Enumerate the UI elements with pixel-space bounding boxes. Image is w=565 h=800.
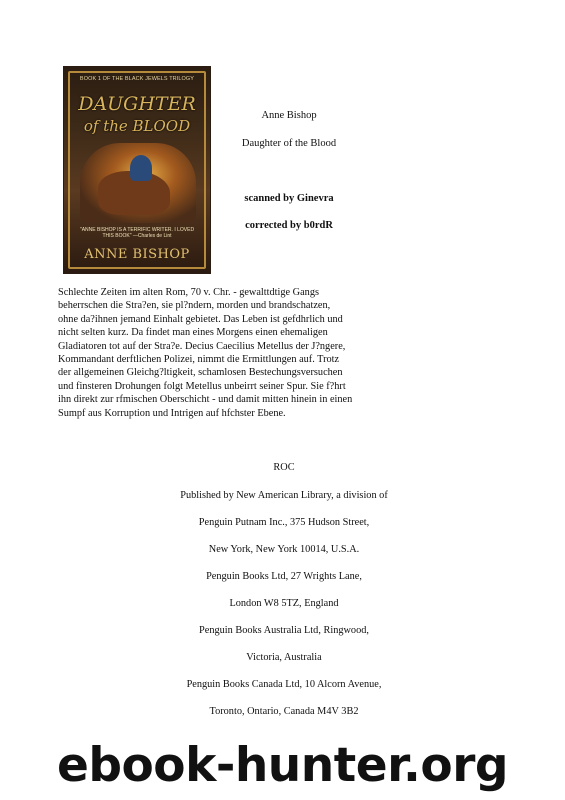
description-line: Gladiatoren tot auf der Stra?e. Decius Caecilius Metellus der J?ngere,	[58, 340, 346, 352]
cover-series-text: BOOK 1 OF THE BLACK JEWELS TRILOGY	[79, 76, 195, 82]
description-line: beherrschen die Stra?en, sie pl?ndern, morden und brandschatzen,	[58, 300, 331, 312]
description-paragraph	[58, 286, 368, 420]
description-line: Kommandant derftlichen Polizei, nimmt die Ermittlungen auf. Trotz	[58, 354, 340, 366]
scanned-by: scanned by Ginevra	[244, 193, 334, 204]
cover-author: ANNE BISHOP	[84, 247, 190, 262]
publisher-imprint: ROC	[273, 462, 295, 473]
description-line: der allgemeinen Gleichg?ltigkeit, schamlosen Bestechungsversuchen	[58, 367, 343, 379]
description-line: und finsteren Drohungen folgt Metellus unbeirrt seiner Spur. Sie f?hrt	[58, 380, 346, 392]
book-title: Daughter of the Blood	[241, 138, 337, 149]
publisher-line: Penguin Putnam Inc., 375 Hudson Street,	[198, 517, 370, 528]
corrected-by: corrected by b0rdR	[245, 220, 333, 231]
publisher-line: New York, New York 10014, U.S.A.	[208, 544, 360, 555]
publisher-line: Toronto, Ontario, Canada M4V 3B2	[209, 706, 359, 717]
cover-title-line2: of the BLOOD	[83, 117, 191, 135]
description-line: Sumpf aus Korruption und Intrigen auf hfchster Ebene.	[58, 407, 286, 419]
publisher-line: Published by New American Library, a division of	[180, 490, 388, 501]
book-cover-image	[63, 66, 211, 274]
cover-blurb: "ANNE BISHOP IS A TERRIFIC WRITER. I LOVED THIS BOOK" —Charles de Lint	[79, 227, 195, 239]
publisher-line: Penguin Books Canada Ltd, 10 Alcorn Avenue,	[186, 679, 382, 690]
watermark-text: ebook-hunter.org	[56, 738, 509, 793]
publisher-line: Penguin Books Ltd, 27 Wrights Lane,	[206, 571, 362, 582]
description-line: ihn direkt zur rfmischen Oberschicht - und damit mitten hinein in einen	[58, 394, 353, 406]
description-line: ohne da?ihnen jemand Einhalt gebietet. Das Leben ist gefdhrlich und	[58, 313, 343, 325]
description-line: nicht selten kurz. Da findet man eines Morgens einen ehemaligen	[58, 327, 328, 339]
publisher-line: Penguin Books Australia Ltd, Ringwood,	[199, 625, 369, 636]
cover-title-line1: DAUGHTER	[78, 93, 196, 115]
description-line: Schlechte Zeiten im alten Rom, 70 v. Chr. - gewalttdtige Gangs	[58, 287, 319, 298]
publisher-line: Victoria, Australia	[246, 652, 322, 663]
author-name: Anne Bishop	[261, 110, 317, 121]
cover-rider-shape	[130, 155, 152, 181]
publisher-line: London W8 5TZ, England	[229, 598, 339, 609]
